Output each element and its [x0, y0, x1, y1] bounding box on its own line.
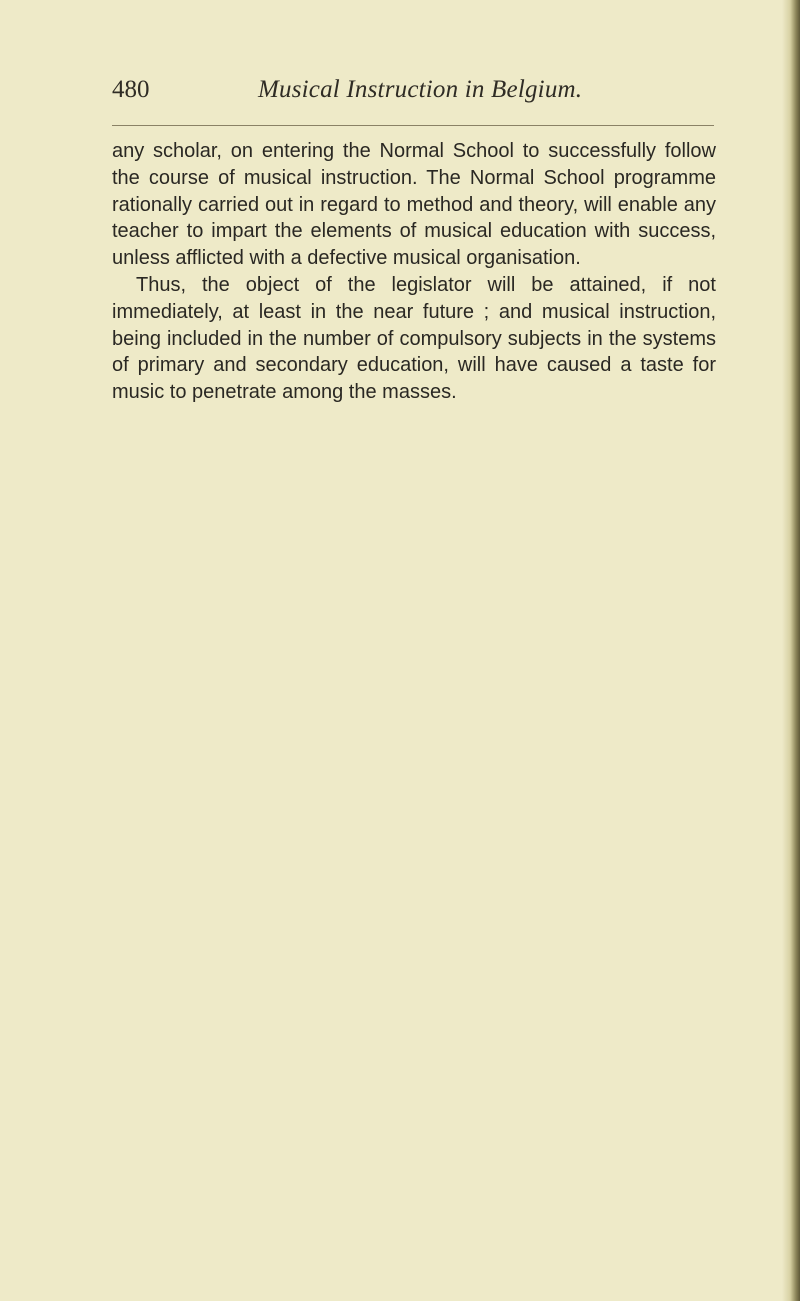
page-edge-shadow [782, 0, 790, 1301]
body-text [112, 138, 716, 406]
header-rule [112, 125, 714, 126]
paragraph-legislator: Thus, the object of the legislator will be attained, if not immediately, at least in the near future ; and musical instruction, being included in the number of compulsory subjects in the systems of primary and secondary education, will have caused a taste for music to penetrate among the masses. [112, 273, 716, 404]
page-number: 480 [112, 76, 150, 103]
paragraph-continued: any scholar, on entering the Normal School to successfully follow the course of musical instruction. The Normal School programme rationally carried out in regard to method and theory, will enable any teacher to impart the elements of musical education with success, unless afflicted with a defective musical organisation. [112, 140, 716, 270]
running-title: Musical Instruction in Belgium. [258, 76, 583, 103]
page-edge [790, 0, 800, 1301]
running-head [112, 76, 714, 116]
